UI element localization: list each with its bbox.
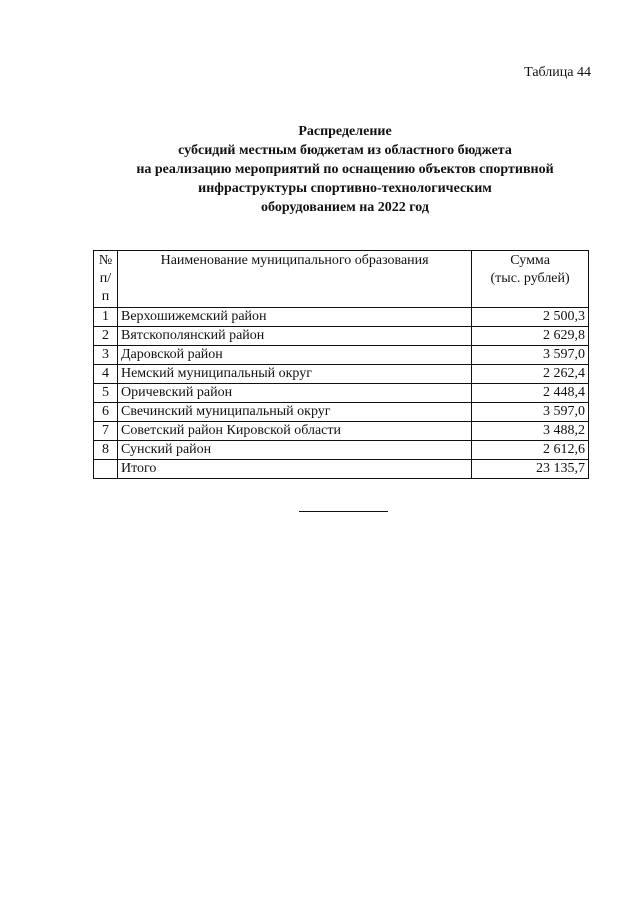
total-label-cell: Итого [117,460,471,479]
subsidy-sum-cell: 3 597,0 [472,346,589,365]
table-row [94,346,589,365]
title-line: инфраструктуры спортивно-технологическим [198,181,492,196]
header-sum-line2: (тыс. рублей) [490,271,570,286]
header-sum-line1: Сумма [510,253,550,268]
row-number-cell: 2 [94,327,118,346]
header-name [117,251,471,308]
title-line: Распределение [298,124,392,139]
table-body [94,308,589,479]
distribution-table [93,250,589,479]
subsidy-sum-cell: 2 448,4 [472,384,589,403]
row-number-cell: 1 [94,308,118,327]
total-sum-cell: 23 135,7 [472,460,589,479]
table-header-row [94,251,589,308]
closing-divider [299,511,388,512]
subsidy-sum-cell: 2 612,6 [472,441,589,460]
subsidy-sum-cell: 2 262,4 [472,365,589,384]
municipality-name-cell: Вятскополянский район [117,327,471,346]
row-number-cell: 7 [94,422,118,441]
row-number-cell: 5 [94,384,118,403]
title-line: на реализацию мероприятий по оснащению объектов спортивной [136,162,554,177]
municipality-name-cell: Даровской район [117,346,471,365]
row-number-cell: 3 [94,346,118,365]
subsidy-sum-cell: 2 500,3 [472,308,589,327]
row-number-cell: 6 [94,403,118,422]
title-line: оборудованием на 2022 год [261,200,429,215]
header-number-line2: п/п [99,271,112,304]
header-number [94,251,118,308]
municipality-name-cell: Советский район Кировской области [117,422,471,441]
municipality-name-cell: Оричевский район [117,384,471,403]
row-number-cell: 8 [94,441,118,460]
subsidy-sum-cell: 3 488,2 [472,422,589,441]
municipality-name-cell: Немский муниципальный округ [117,365,471,384]
table-row [94,384,589,403]
table-row [94,365,589,384]
table-row [94,403,589,422]
document-title [90,122,600,217]
title-line: субсидий местным бюджетам из областного бюджета [178,143,512,158]
municipality-name-cell: Сунский район [117,441,471,460]
table-number: Таблица 44 [524,65,591,80]
row-number-cell: 4 [94,365,118,384]
subsidy-sum-cell: 3 597,0 [472,403,589,422]
header-name-text: Наименование муниципального образования [160,253,429,268]
table-row [94,308,589,327]
municipality-name-cell: Верхошижемский район [117,308,471,327]
subsidy-sum-cell: 2 629,8 [472,327,589,346]
header-number-line1: № [98,253,113,268]
total-number-cell [94,460,118,479]
table-row [94,422,589,441]
total-row [94,460,589,479]
table-row [94,327,589,346]
municipality-name-cell: Свечинский муниципальный округ [117,403,471,422]
header-sum [472,251,589,308]
table-row [94,441,589,460]
